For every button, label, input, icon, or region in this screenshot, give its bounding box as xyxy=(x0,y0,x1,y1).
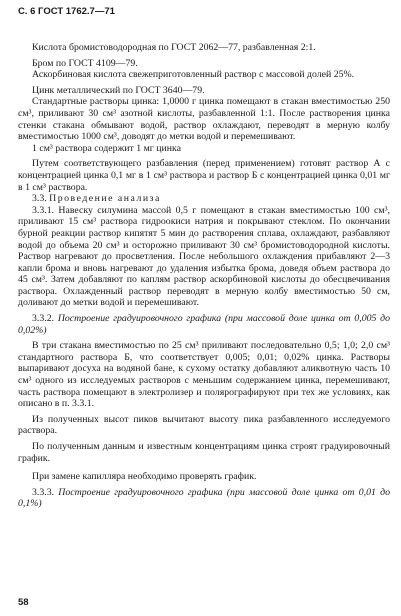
paragraph-standard-solutions: Стандартные растворы цинка: 1,0000 г цинка помещают в стакан вместимостью 250 см³, приливают 30 см³ азотной кислоты, разбавленной 1:1. После растворения цинка стенки стакана обмывают водой, раствор охлаждают, переводят в мерную колбу вместимостью 1000 см³, доводят до метки водой и перемешивают. xyxy=(18,96,390,143)
document-page xyxy=(18,6,390,510)
section-heading-analysis xyxy=(18,193,390,205)
paragraph-capillary-check: При замене капилляра необходимо проверять график. xyxy=(32,471,257,483)
section-number: 3.3. xyxy=(32,193,47,205)
paragraph-peak-heights: Из полученных высот пиков вычитают высоту пика разбавленного исследуемого раствора. xyxy=(18,413,390,437)
paragraph-concentration-note: 1 см³ раствора содержит 1 мг цинка xyxy=(32,142,181,154)
section-title: Проведение анализа xyxy=(49,193,161,205)
subsection-title: Построение градуировочного графика (при массовой доле цинка от 0,01 до 0,1%) xyxy=(18,486,390,510)
subsection-number: 3.3.2. xyxy=(32,313,55,325)
running-header: С. 6 ГОСТ 1762.7—71 xyxy=(18,6,115,17)
page-number: 58 xyxy=(18,597,29,608)
subsection-heading-3-3-3 xyxy=(18,487,390,510)
subsection-heading-3-3-2 xyxy=(18,313,390,336)
paragraph-procedure-3-3-1: 3.3.1. Навеску силумина массой 0,5 г помещают в стакан вместимостью 100 см³, приливают 15 см³ раствора гидроокиси натрия и покрывают стеклом. По окончании бурной реакции раствор кипятят 5 мин до растворения сплава, охлаждают, разбавляют водой до объема 20 см³ и осторожно приливают 30 см³ бромистоводородной кислоты. Раствор нагревают до просветления. После небольшого охлаждения прибавляют 2—3 капли брома и вновь нагревают до удаления избытка брома, доведя объем раствора до 45 см³. Затем добавляют по каплям раствор аскорбиновой кислоты до обесцвечивания раствора. Охлажденный раствор переводят в мерную колбу вместимостью 50 см, доливают до метки водой и перемешивают. xyxy=(18,204,390,309)
paragraph-calibration-procedure: В три стакана вместимостью по 25 см³ приливают последовательно 0,5; 1,0; 2,0 см³ стандартного раствора Б, что соответствует 0,005; 0,01; 0,02% цинка. Растворы выпаривают досуха на водяной бане, к сухому остатку добавляют аликвотную часть 10 см³ одного из исследуемых растворов с меньшим содержанием цинка, перемешивают, часть раствора помещают в электролизер и полярографируют при тех же условиях, как описано в п. 3.3.1. xyxy=(18,340,390,410)
subsection-title: Построение градуировочного графика (при массовой доле цинка от 0,005 до 0,02%) xyxy=(18,313,390,336)
paragraph-build-graph: По полученным данным и известным концентрациям цинка строят градуировочный график. xyxy=(18,441,390,464)
paragraph-ascorbic-acid: Аскорбиновая кислота свежеприготовленный раствор с массовой долей 25%. xyxy=(32,69,355,81)
paragraph-zinc-metal: Цинк металлический по ГОСТ 3640—79. xyxy=(32,84,205,96)
paragraph-hydrobromic-acid: Кислота бромистоводородная по ГОСТ 2062—77, разбавленная 2:1. xyxy=(32,42,316,53)
subsection-number: 3.3.3. xyxy=(32,486,55,498)
paragraph-bromine: Бром по ГОСТ 4109—79. xyxy=(32,57,138,69)
paragraph-dilution: Путем соответствующего разбавления (перед применением) готовят раствор А с концентрацией цинка 0,1 мг в 1 см³ раствора и раствор Б с концентрацией цинка 0,01 мг в 1 см³ раствора. xyxy=(18,158,390,193)
